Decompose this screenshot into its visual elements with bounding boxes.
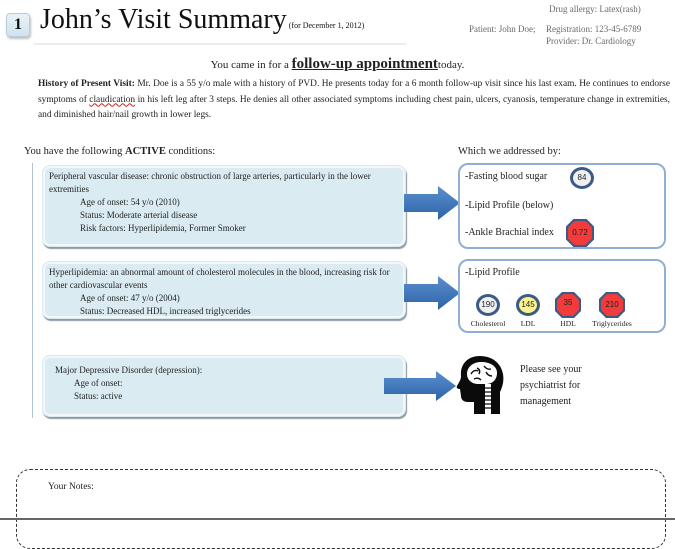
triglycerides-value [599, 292, 625, 318]
condition-risk-factors: Risk factors: Hyperlipidemia, Former Smoker [80, 223, 246, 233]
cholesterol-value: 190 [476, 294, 500, 316]
ldl-value: 145 [516, 294, 540, 316]
hdl-value-text: 35 [563, 298, 573, 307]
cholesterol-label: Cholesterol [470, 319, 506, 328]
page-number-badge: 1 [6, 13, 30, 37]
provider-name: Provider: Dr. Cardiology [546, 36, 636, 46]
visit-type-suffix: today. [437, 59, 465, 71]
registration-number: Registration: 123-45-6789 [546, 24, 642, 34]
notes-label: Your Notes: [48, 482, 94, 492]
lipid-profile-reference: -Lipid Profile (below) [465, 200, 554, 211]
condition-age-of-onset: Age of onset: [74, 378, 123, 388]
referral-line-3: management [520, 396, 572, 407]
referral-line-1: Please see your [520, 364, 582, 375]
spellcheck-word[interactable]: claudication [89, 94, 136, 105]
hpi-text-1: Mr. Doe is a 55 y/o male with a history of PVD. He presents today for a 6 month follow-up visit since his last exam. He continues to endorse symptoms of [38, 79, 670, 105]
conditions-timeline-line [32, 163, 33, 418]
referral-line-2: psychiatrist for [520, 380, 581, 391]
notes-area[interactable] [16, 469, 666, 549]
right-arrow-icon [384, 371, 456, 401]
page-title-text: John’s Visit Summary [40, 4, 287, 35]
condition-status: Status: active [74, 391, 123, 401]
triglycerides-value-text: 210 [605, 300, 619, 309]
condition-card-hyperlipidemia [42, 261, 406, 319]
hdl-label: HDL [560, 319, 576, 328]
ldl-label: LDL [520, 319, 536, 328]
active-conditions-prefix: You have the following [24, 146, 123, 157]
condition-description: Major Depressive Disorder (depression): [55, 365, 203, 375]
triglycerides-label: Triglycerides [592, 319, 632, 328]
fasting-blood-sugar-value: 84 [570, 167, 594, 189]
lipid-profile-box [458, 259, 666, 333]
visit-date: (for December 1, 2012) [288, 21, 365, 30]
active-conditions-heading [24, 146, 215, 157]
condition-card-pvd [42, 165, 406, 247]
condition-age-of-onset: Age of onset: 54 y/o (2010) [80, 197, 180, 207]
pvd-tests-box [458, 163, 666, 249]
fasting-blood-sugar-label: -Fasting blood sugar [465, 171, 548, 182]
condition-status: Status: Moderate arterial disease [80, 210, 198, 220]
drug-allergy: Drug allergy: Latex(rash) [549, 4, 641, 14]
abi-value-text: 0.72 [572, 228, 588, 237]
condition-age-of-onset: Age of onset: 47 y/o (2004) [80, 293, 180, 303]
visit-type-line [0, 56, 675, 73]
lipid-profile-title: -Lipid Profile [465, 267, 520, 278]
condition-card-depression [42, 355, 406, 417]
active-conditions-suffix: conditions: [168, 146, 216, 157]
condition-status: Status: Decreased HDL, increased triglycerides [80, 306, 251, 316]
hpi-label: History of Present Visit: [38, 79, 135, 89]
ankle-brachial-index-value [566, 219, 594, 247]
visit-type: follow-up appointment [291, 56, 438, 72]
title-divider [34, 43, 406, 45]
patient-name: Patient: John Doe; [469, 24, 536, 34]
psychiatrist-referral [520, 362, 582, 410]
addressed-heading: Which we addressed by: [458, 146, 561, 157]
ankle-brachial-index-label: -Ankle Brachial index [465, 227, 554, 238]
condition-description: Hyperlipidemia: an abnormal amount of cholesterol molecules in the blood, increasing risk for other cardiovascular events [49, 267, 390, 290]
visit-type-prefix: You came in for a [210, 59, 289, 71]
brain-head-icon [456, 354, 504, 420]
history-of-present-visit [38, 77, 670, 124]
right-arrow-icon [404, 276, 460, 310]
hdl-value [555, 292, 581, 318]
page-title [40, 4, 364, 36]
active-emphasis: ACTIVE [125, 146, 166, 157]
hpi-text-2: in his left leg after 3 steps. He denies all other associated symptoms including chest pain, ulcers, cyanosis, temperature change in extremities, and diminished hair/nail growth in lower legs. [38, 94, 670, 120]
condition-description: Peripheral vascular disease: chronic obstruction of large arteries, particularly in the lower extremities [49, 171, 371, 194]
right-arrow-icon [404, 186, 460, 220]
